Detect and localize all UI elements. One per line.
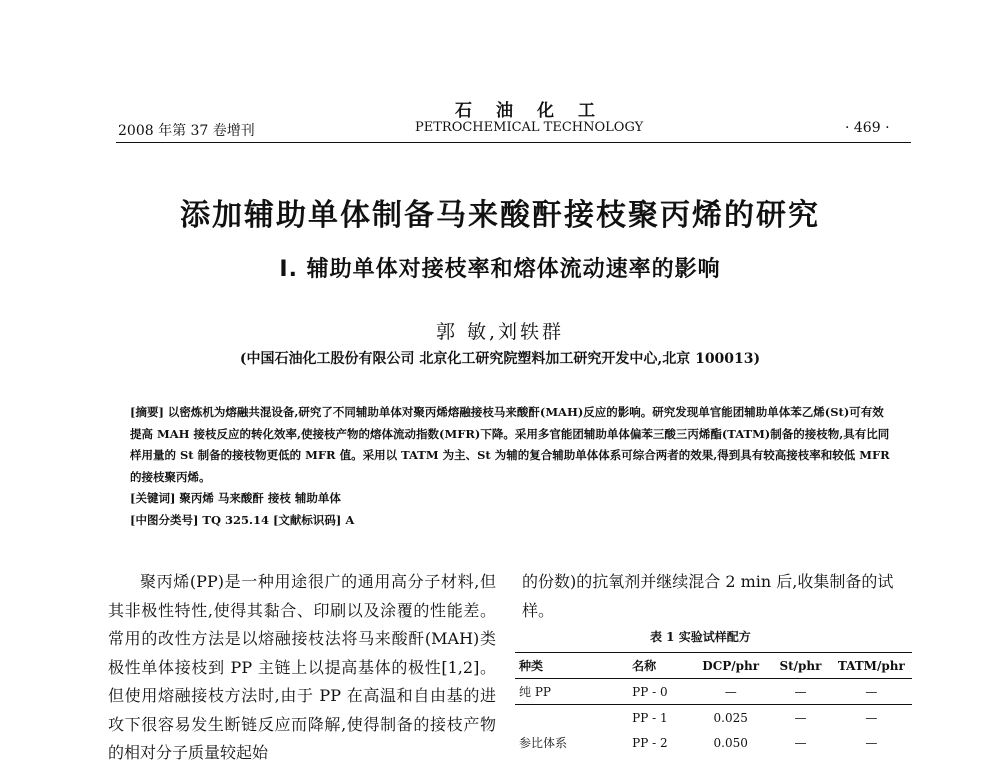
table-cell: 0.025 xyxy=(713,710,748,725)
issue-label: 2008 年第 37 卷增刊 xyxy=(118,123,255,139)
table-cell: — xyxy=(794,735,807,750)
table-header-row xyxy=(515,653,912,679)
table-cell: PP - 0 xyxy=(628,679,691,705)
author-list: 郭 敏,刘轶群 xyxy=(435,321,565,343)
table-caption: 表 1 实验试样配方 xyxy=(650,630,751,644)
body-left-column xyxy=(108,568,496,768)
body-right-column xyxy=(522,568,914,625)
table-cell: 参比体系 xyxy=(519,736,568,750)
table-cell: — xyxy=(831,679,912,705)
table-cell: 0.050 xyxy=(713,735,748,750)
article-title: 添加辅助单体制备马来酸酐接枝聚丙烯的研究 xyxy=(180,198,820,233)
table-header-cell: TATM/phr xyxy=(831,653,912,679)
table-header-cell: St/phr xyxy=(770,653,830,679)
classification-line: [中图分类号] TQ 325.14 [文献标识码] A xyxy=(130,512,355,527)
header-rule xyxy=(116,142,911,143)
table-cell: PP - 1 xyxy=(632,710,668,725)
keywords: [关键词] 聚丙烯 马来酸酐 接枝 辅助单体 xyxy=(130,491,341,505)
journal-name-en: PETROCHEMICAL TECHNOLOGY xyxy=(415,120,644,135)
table-header-cell: DCP/phr xyxy=(691,653,770,679)
table-cell: — xyxy=(691,679,770,705)
article-subtitle: Ⅰ. 辅助单体对接枝率和熔体流动速率的影响 xyxy=(279,257,721,282)
table-row xyxy=(515,679,912,705)
table-cell: 纯 PP xyxy=(515,679,628,705)
table-header-cell: 种类 xyxy=(515,653,628,679)
body-paragraph: 聚丙烯(PP)是一种用途很广的通用高分子材料,但其非极性特性,使得其黏合、印刷以及涂覆的性能差。常用的改性方法是以熔融接枝法将马来酸酐(MAH)类极性单体接枝到 PP 主链上以提高基体的极性[1,2]。但使用熔融接枝方法时,由于 PP 在高温和自由基的进攻下很容易发生断链反应而降解,使得制备的接枝产物的相对分子质量较起始 xyxy=(108,572,496,762)
table-cell: — xyxy=(865,710,878,725)
formulation-table xyxy=(515,652,912,755)
journal-name-cn: 石油化工 xyxy=(455,101,619,121)
abstract-block xyxy=(130,402,890,531)
table-cell: — xyxy=(770,679,830,705)
body-paragraph-right: 的份数)的抗氧剂并继续混合 2 min 后,收集制备的试样。 xyxy=(522,572,894,620)
table-row xyxy=(515,705,912,731)
table-row xyxy=(515,730,912,755)
table-header-cell: 名称 xyxy=(628,653,691,679)
abstract-text: [摘要] 以密炼机为熔融共混设备,研究了不同辅助单体对聚丙烯熔融接枝马来酸酐(MAH)反应的影响。研究发现单官能团辅助单体苯乙烯(St)可有效提高 MAH 接枝反应的转化效率,使接枝产物的熔体流动指数(MFR)下降。采用多官能团辅助单体偏苯三酸三丙烯酯(TATM)制备的接枝物,具有比同样用量的 St 制备的接枝物更低的 MFR 值。采用以 TATM 为主、St 为辅的复合辅助单体体系可综合两者的效果,得到具有较高接枝率和较低 MFR 的接枝聚丙烯。 xyxy=(130,405,890,484)
table-cell: — xyxy=(794,710,807,725)
page-number: · 469 · xyxy=(845,120,890,136)
table-cell: PP - 2 xyxy=(632,735,668,750)
author-affiliation: (中国石油化工股份有限公司 北京化工研究院塑料加工研究开发中心,北京 100013) xyxy=(239,351,761,367)
table-cell xyxy=(515,705,628,731)
table-cell: — xyxy=(865,735,878,750)
